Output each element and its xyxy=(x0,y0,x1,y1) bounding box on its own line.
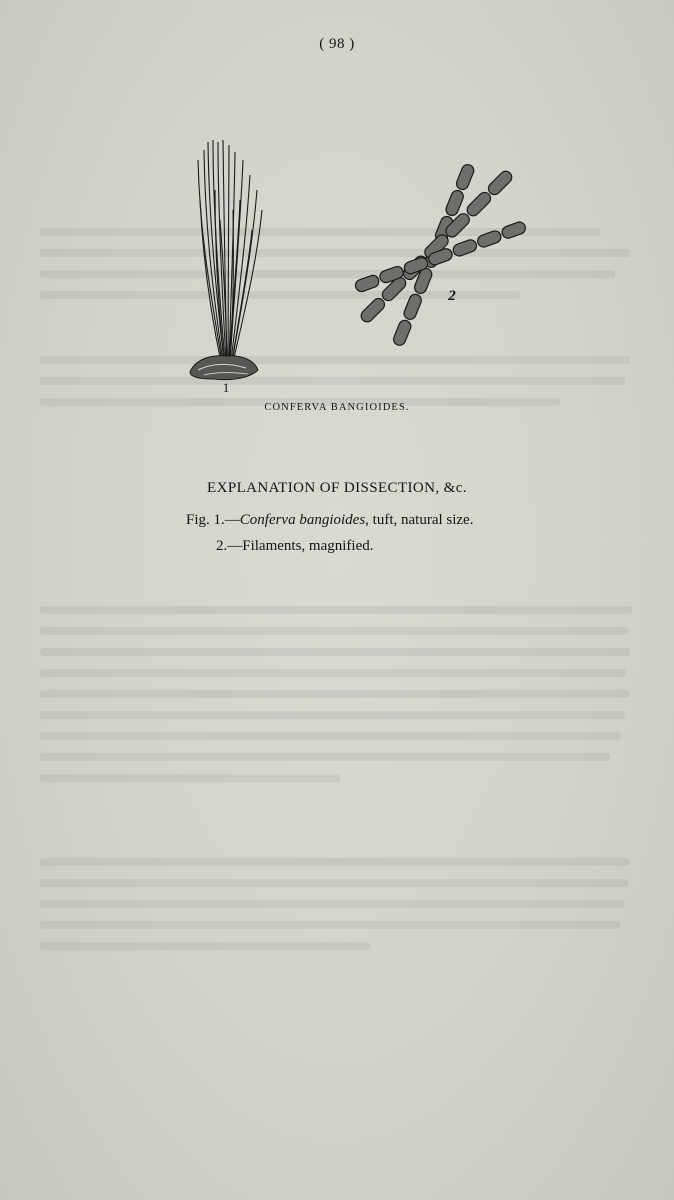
fig-1-explanation xyxy=(186,512,473,529)
figure-1-base-rock xyxy=(190,356,258,380)
figure-label-2: 2 xyxy=(448,288,456,304)
figure-2-filaments xyxy=(354,163,527,347)
fig-1-suffix: , tuft, natural size. xyxy=(365,512,474,528)
figure-caption: CONFERVA BANGIOIDES. xyxy=(264,402,410,413)
fig-1-prefix: Fig. 1.— xyxy=(186,512,240,528)
show-through-block-3 xyxy=(40,606,640,795)
explanation-heading: EXPLANATION OF DISSECTION, &c. xyxy=(207,480,467,496)
show-through-block-4 xyxy=(40,858,640,963)
figure-label-1: 1 xyxy=(222,380,230,395)
fig-2-explanation: 2.—Filaments, magnified. xyxy=(216,538,374,554)
figure-1-tuft xyxy=(198,140,262,362)
conferva-illustration xyxy=(0,0,674,400)
fig-1-species: Conferva bangioides xyxy=(239,512,366,528)
page-number: ( 98 ) xyxy=(319,36,355,52)
